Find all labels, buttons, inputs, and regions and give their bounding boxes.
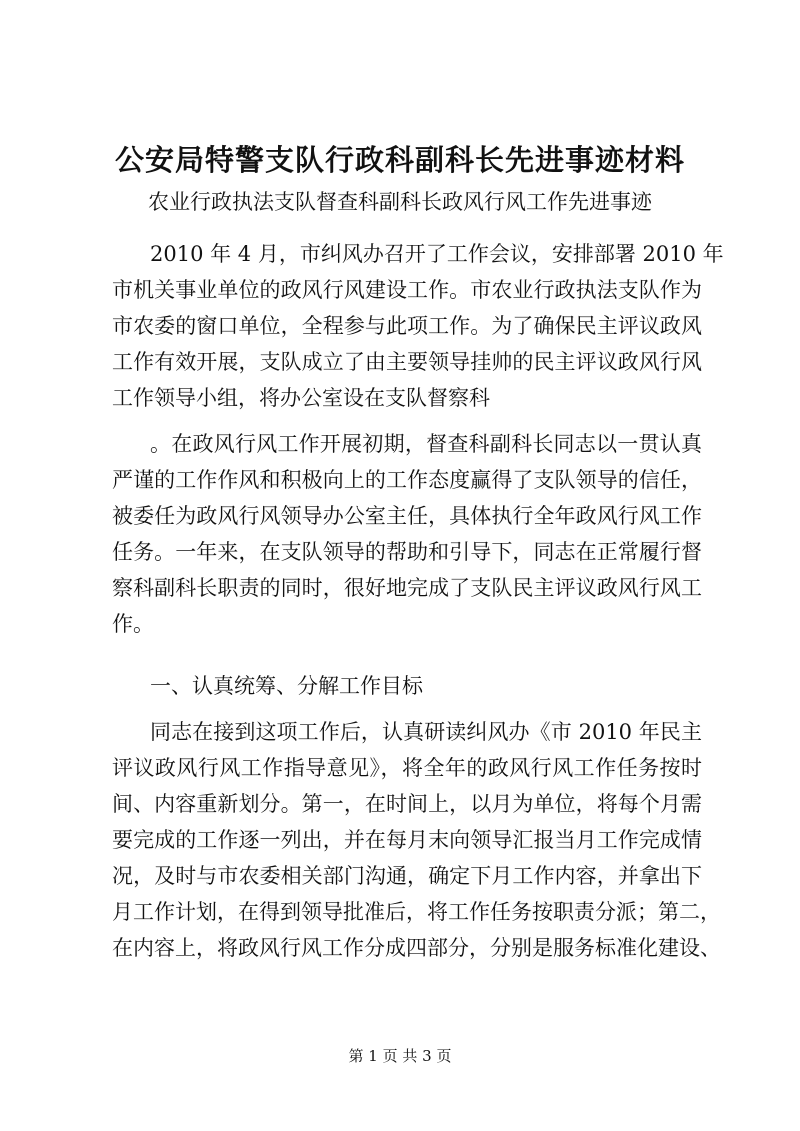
paragraph-line: 严谨的工作作风和积极向上的工作态度赢得了支队领导的信任， [112, 468, 702, 492]
paragraph-line: 工作领导小组，将办公室设在支队督察科 [112, 386, 490, 410]
paragraph-line: 。在政风行风工作开展初期，督查科副科长同志以一贯认真 [150, 432, 702, 456]
paragraph-line: 工作有效开展，支队成立了由主要领导挂帅的民主评议政风行风 [112, 350, 702, 374]
paragraph-line: 2010 年 4 月，市纠风办召开了工作会议，安排部署 2010 年 [150, 242, 724, 266]
paragraph-line: 市机关事业单位的政风行风建设工作。市农业行政执法支队作为 [112, 278, 702, 302]
paragraph-line: 作。 [112, 612, 154, 636]
document-subtitle: 农业行政执法支队督查科副科长政风行风工作先进事迹 [148, 190, 652, 214]
paragraph-line: 要完成的工作逐一列出，并在每月末向领导汇报当月工作完成情 [112, 828, 702, 852]
document-title: 公安局特警支队行政科副科长先进事迹材料 [114, 143, 685, 177]
paragraph-line: 任务。一年来，在支队领导的帮助和引导下，同志在正常履行督 [112, 540, 702, 564]
section-heading: 一、认真统筹、分解工作目标 [150, 674, 423, 698]
paragraph-line: 间、内容重新划分。第一，在时间上，以月为单位，将每个月需 [112, 792, 702, 816]
paragraph-line: 况，及时与市农委相关部门沟通，确定下月工作内容，并拿出下 [112, 864, 702, 888]
paragraph-line: 同志在接到这项工作后，认真研读纠风办《市 2010 年民主 [150, 720, 702, 744]
paragraph-line: 被委任为政风行风领导办公室主任，具体执行全年政风行风工作 [112, 504, 702, 528]
paragraph-line: 月工作计划，在得到领导批准后，将工作任务按职责分派；第二， [112, 900, 721, 924]
paragraph-line: 评议政风行风工作指导意见》，将全年的政风行风工作任务按时 [112, 756, 702, 780]
paragraph-line: 察科副科长职责的同时，很好地完成了支队民主评议政风行风工 [112, 576, 702, 600]
paragraph-line: 市农委的窗口单位，全程参与此项工作。为了确保民主评议政风 [112, 314, 702, 338]
page-number-footer: 第 1 页 共 3 页 [348, 1047, 452, 1065]
paragraph-line: 在内容上，将政风行风工作分成四部分，分别是服务标准化建设、 [112, 936, 721, 960]
